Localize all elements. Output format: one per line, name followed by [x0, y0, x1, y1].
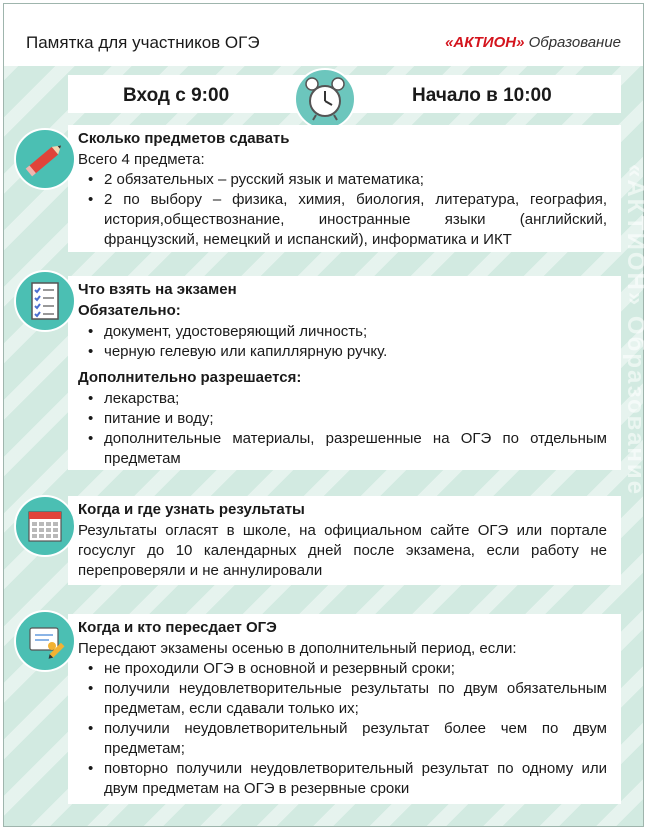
- allowed-list: [78, 389, 607, 469]
- retake-card: [68, 614, 621, 804]
- start-time: Начало в 10:00: [412, 85, 552, 106]
- list-item: • повторно получили неудовлетворительный результат по одному или двум предметам на ОГЭ в резервные сроки: [88, 759, 607, 799]
- subjects-list: [78, 170, 607, 250]
- list-item: • дополнительные материалы, разрешенные на ОГЭ по отдельным предметам: [88, 429, 607, 469]
- subjects-card: [68, 125, 621, 252]
- required-label: Обязательно:: [78, 302, 181, 319]
- retake-intro: Пересдают экзамены осенью в дополнительный период, если:: [78, 640, 517, 657]
- required-list: [78, 322, 607, 362]
- list-item: • документ, удостоверяющий личность;: [88, 322, 607, 342]
- checklist-icon: [14, 270, 76, 332]
- logo-sub: Образование: [528, 34, 621, 51]
- page-title: Памятка для участников ОГЭ: [26, 33, 260, 52]
- entry-time: Вход с 9:00: [123, 85, 230, 106]
- clock-icon: [294, 68, 356, 130]
- retake-title: Когда и кто пересдает ОГЭ: [78, 619, 277, 636]
- memo-page: [3, 3, 649, 827]
- subjects-title: Сколько предметов сдавать: [78, 130, 290, 147]
- header: [4, 4, 643, 66]
- list-item: • черную гелевую или капиллярную ручку.: [88, 342, 607, 362]
- take-card: [68, 276, 621, 470]
- watermark: «АКТИОН» Образование: [622, 164, 649, 497]
- list-item: • получили неудовлетворительные результаты по двум обязательным предметам, если сдавали только их;: [88, 679, 607, 719]
- logo: [445, 34, 621, 51]
- list-item: • не проходили ОГЭ в основной и резервный сроки;: [88, 659, 607, 679]
- retake-list: [78, 659, 607, 799]
- results-text: Результаты огласят в школе, на официальном сайте ОГЭ или портале госуслуг до 10 календарных дней после экзамена, если работу не перепроверяли и не аннулировали: [78, 522, 607, 579]
- pencil-icon: [14, 128, 76, 190]
- calendar-icon: [14, 495, 76, 557]
- logo-brand: «АКТИОН»: [445, 34, 525, 51]
- list-item: • лекарства;: [88, 389, 607, 409]
- take-title: Что взять на экзамен: [78, 281, 237, 298]
- certificate-edit-icon: [14, 610, 76, 672]
- subjects-intro: Всего 4 предмета:: [78, 151, 205, 168]
- list-item: • получили неудовлетворительный результат более чем по двум предметам;: [88, 719, 607, 759]
- results-title: Когда и где узнать результаты: [78, 501, 305, 518]
- results-card: [68, 496, 621, 585]
- allowed-label: Дополнительно разрешается:: [78, 369, 302, 386]
- list-item: • 2 обязательных – русский язык и математика;: [88, 170, 607, 190]
- list-item: • питание и воду;: [88, 409, 607, 429]
- list-item: • 2 по выбору – физика, химия, биология, литература, география, история,обществознание, иностранные языки (английский, французский, немецкий и испанский), информатика и ИКТ: [88, 190, 607, 250]
